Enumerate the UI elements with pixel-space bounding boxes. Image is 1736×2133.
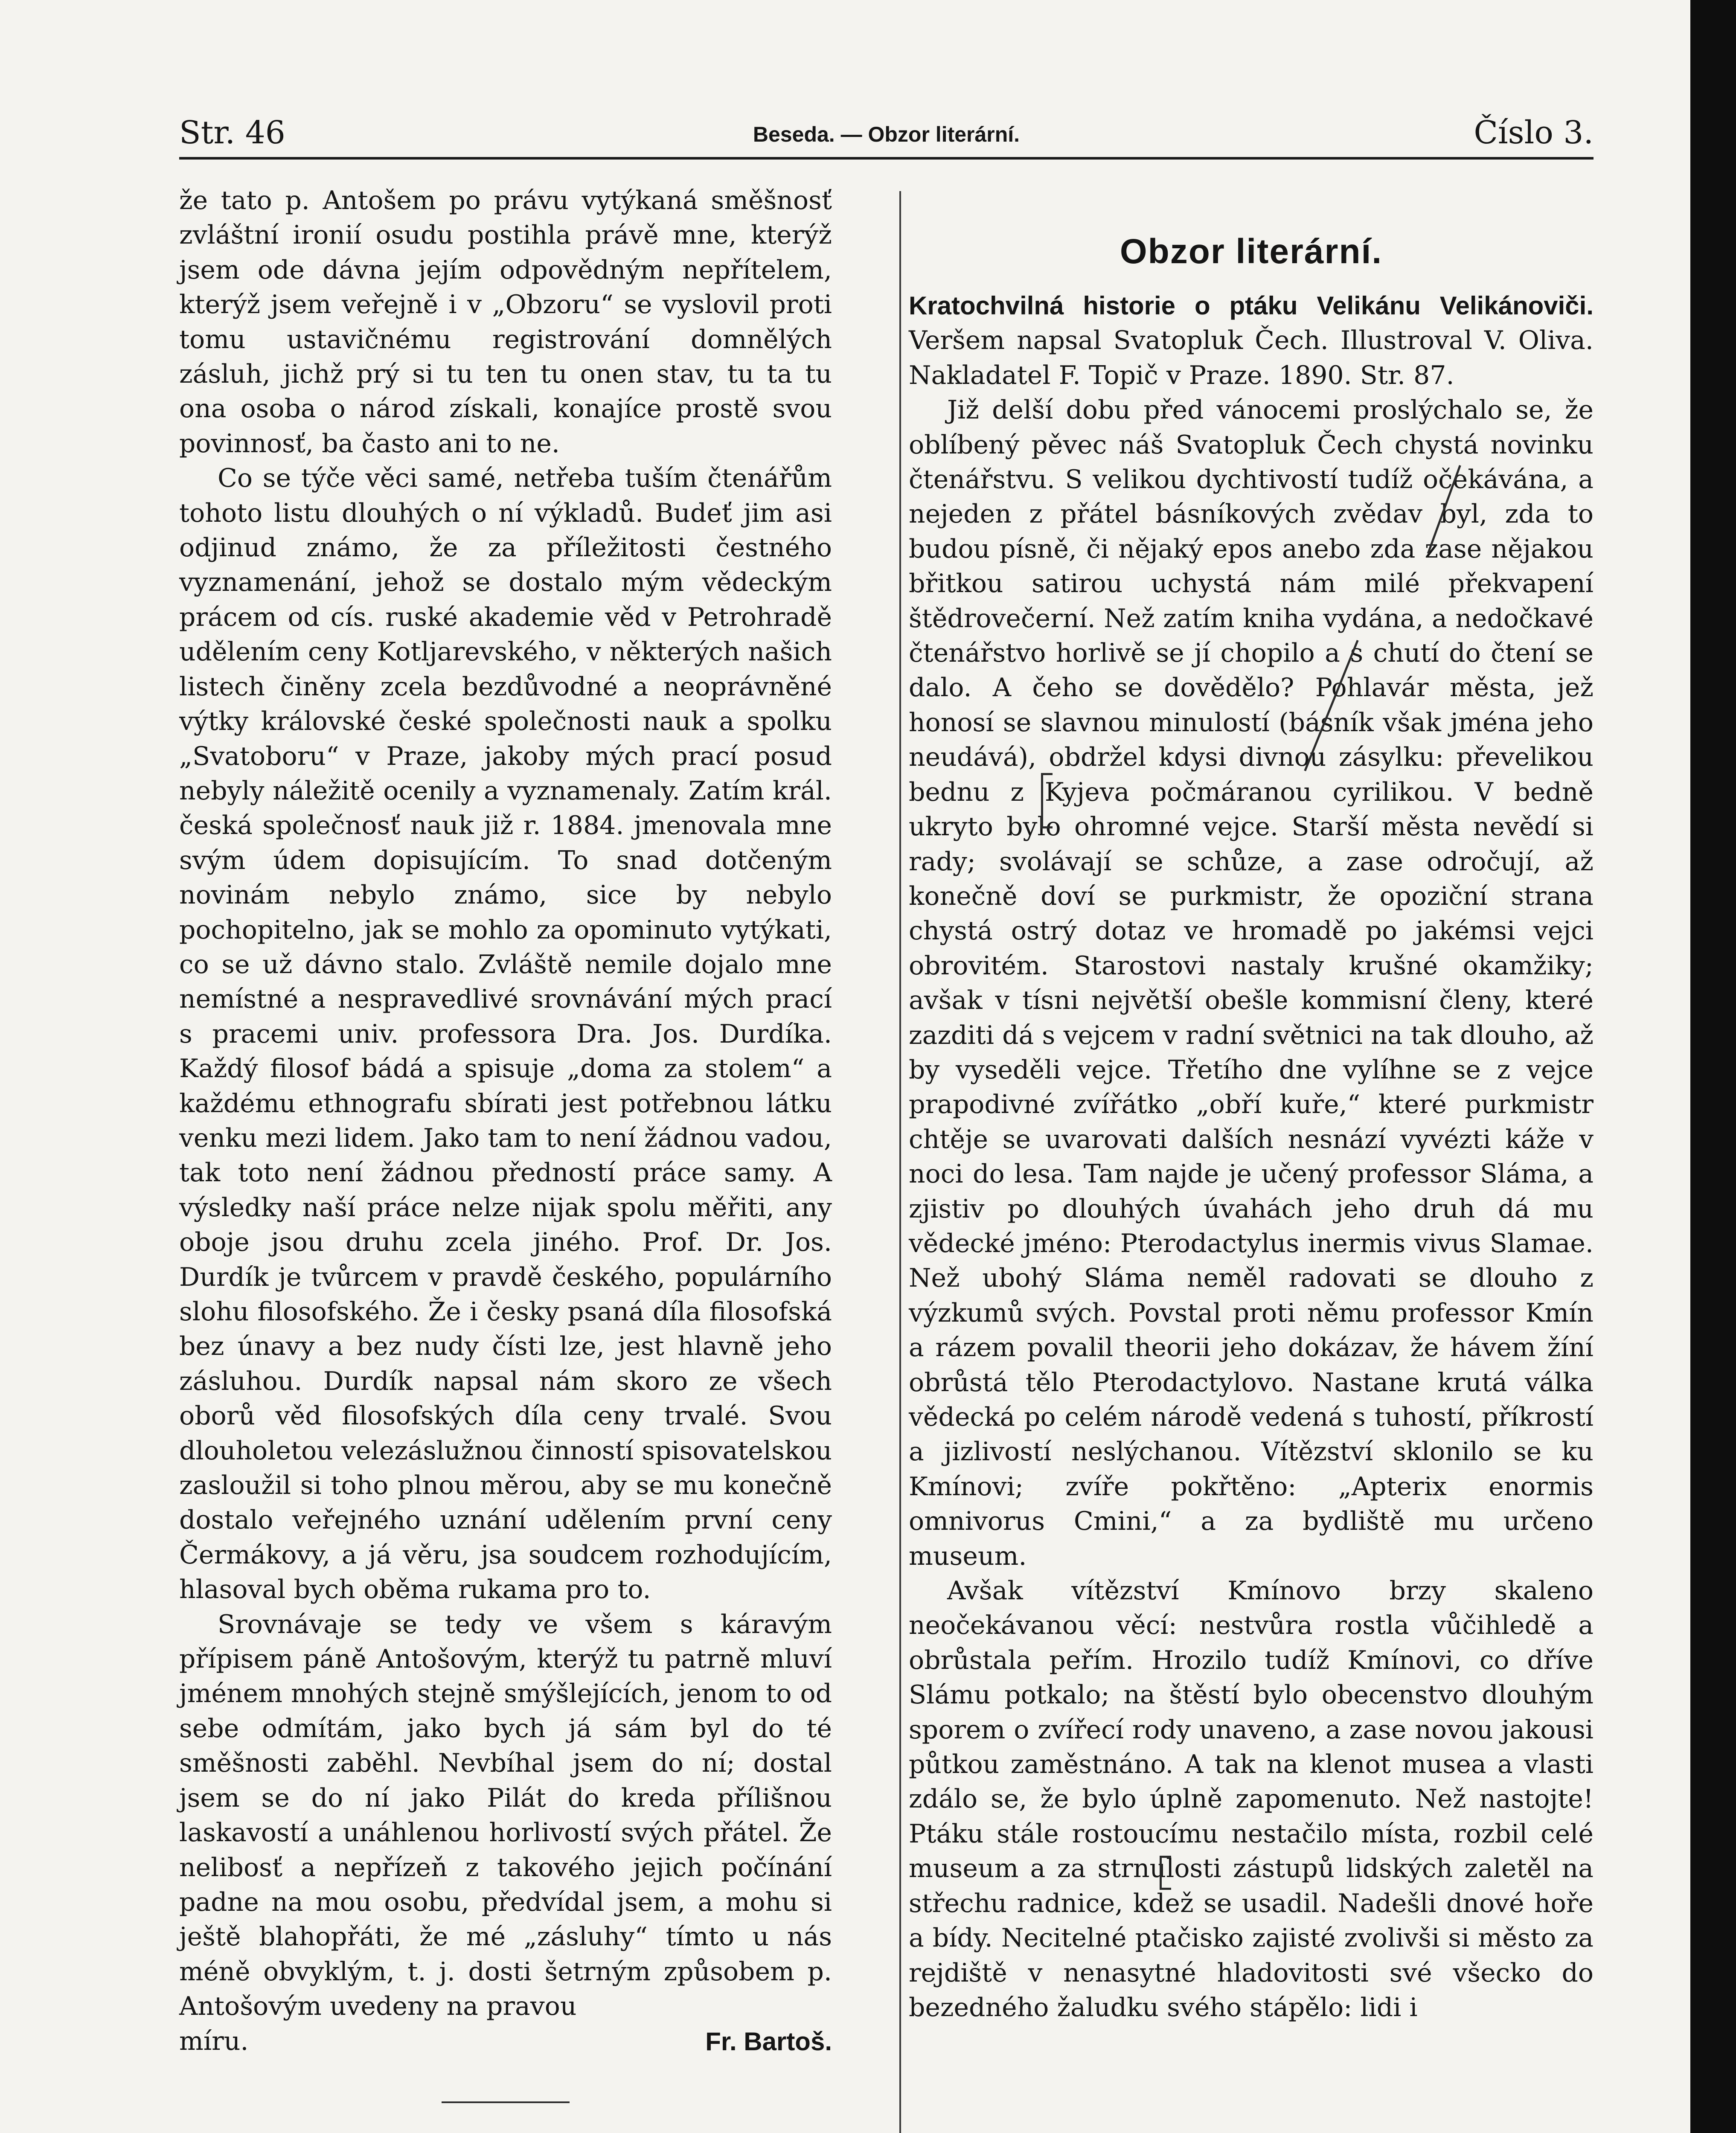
right-column xyxy=(909,183,1594,2025)
journal-section-title: Beseda. — Obzor literární. xyxy=(753,122,1020,146)
running-head xyxy=(179,110,1594,160)
review-title: Kratochvilná historie o ptáku Velikánu Velikánoviči. xyxy=(909,291,1594,320)
paragraph-3: Srovnávaje se tedy ve všem s káravým přípisem páně Antošovým, kterýž tu patrně mluví jménem mnohých stejně smýšlejících, jenom to od sebe odmítám, jako bych já sám byl do té směšnosti zaběhl. Nevbíhal jsem do ní; dostal jsem se do ní jako Pilát do kreda přílišnou laskavostí a unáhlenou horlivostí svých přátel. Že nelibosť a nepřízeň z takového jejich počínání padne na mou osobu, předvídal jsem, a mohu si ještě blahopřáti, že mé „zásluhy“ tímto u nás méně obvyklým, t. j. dosti šetrným způsobem p. Antošovým uvedeny na pravou xyxy=(179,1609,832,2022)
review-paragraph-2: Avšak vítězství Kmínovo brzy skaleno neočekávanou věcí: nestvůra rostla vůčihledě a obrůstala peřím. Hrozilo tudíž Kmínovi, co dříve Slámu potkalo; na štěstí bylo obecenstvo dlouhým sporem o zvířecí rody unaveno, a zase novou jakousi půtkou zaměstnáno. A tak na klenot musea a vlasti zdálo se, že bylo úplně zapomenuto. Než nastojte! Ptáku stále rostoucímu nestačilo místa, rozbil celé museum a za strnulosti zástupů lidských zaletěl na střechu radnice, kdež se usadil. Nadešli dnové hoře a bídy. Necitelné ptačisko zajisté zvolivši si město za rejdiště v nenasytné hladovitosti své všecko do bezedného žaludku svého stápělo: lidi i xyxy=(909,1576,1594,2023)
left-column xyxy=(179,183,832,2103)
paragraph-2: Co se týče věci samé, netřeba tuším čtenářům tohoto listu dlouhých o ní výkladů. Budeť jim asi odjinud známo, že za příležitosti čestného vyznamenání, jehož se dostalo mým vědeckým prácem od cís. ruské akademie věd v Petrohradě udělením ceny Kotljarevského, v některých našich listech činěny zcela bezdůvodné a neoprávněné výtky královské české společnosti nauk a spolku „Svatoboru“ v Praze, jakoby mých prací posud nebyly náležitě ocenily a vyznamenaly. Zatím král. česká společnosť nauk již r. 1884. jmenovala mne svým údem dopisujícím. To snad dotčeným novinám nebylo známo, sice by nebylo pochopitelno, jak se mohlo za opominuto vytýkati, co se už dávno stalo. Zvláště nemile dojalo mne nemístné a nespravedlivé srovnávání mých prací s pracemi univ. professora Dra. Jos. Durdíka. Každý filosof bádá a spisuje „doma za stolem“ a každému ethnografu sbírati jest potřebnou látku venku mezi lidem. Jako tam to není žádnou vadou, tak toto není žádnou předností práce samy. A výsledky naší práce nelze nijak spolu měřiti, any oboje jsou druhu zcela jiného. Prof. Dr. Jos. Durdík je tvůrcem v pravdě českého, populárního slohu filosofského. Že i česky psaná díla filosofská bez únavy a bez nudy čísti lze, jest hlavně jeho zásluhou. Durdík napsal nám skoro ze všech oborů věd filosofských díla ceny trvalé. Svou dlouholetou velezáslužnou činností spisovatelskou zasloužil si toho plnou měrou, aby se mu konečně dostalo veřejného uznání udělením první ceny Čermákovy, a já věru, jsa soudcem rozhodujícím, hlasoval bych oběma rukama pro to. xyxy=(179,463,832,1605)
author-signature: Fr. Bartoš. xyxy=(705,2027,832,2056)
page-number: Str. 46 xyxy=(179,114,285,151)
review-bibliographic-info: Veršem napsal Svatopluk Čech. Illustroval V. Oliva. Nakladatel F. Topič v Praze. 1890. Str. 87. xyxy=(909,325,1594,390)
review-paragraph-1: Již delší dobu před vánocemi proslýchalo se, že oblíbený pěvec náš Svatopluk Čech chystá novinku čtenářstvu. S velikou dychtivostí tudíž očekávána, a nejeden z přátel básníkových zvědav byl, zda to budou písně, či nějaký epos anebo zda zase nějakou břitkou satirou uchystá nám milé překvapení štědrovečerní. Než zatím kniha vydána, a nedočkavé čtenářstvo horlivě se jí chopilo a s chutí do čtení se dalo. A čeho se dovědělo? Pohlavár města, jež honosí se slavnou minulostí (básník však jména jeho neudává), obdržel kdysi divnou zásylku: převelikou bednu z Kyjeva počmáranou cyrilikou. V bedně ukryto bylo ohromné vejce. Starší města nevědí si rady; svolávají se schůze, a zase odročují, až konečně doví se purkmistr, že opoziční strana chystá ostrý dotaz ve hromadě po jakémsi vejci obrovitém. Starostovi nastaly krušné okamžiky; avšak v tísni největší obešle kommisní členy, které zazditi dá s vejcem v radní světnici na tak dlouho, až by vyseděli vejce. Třetího dne vylíhne se z vejce prapodivné zvířátko „obří kuře,“ které purkmistr chtěje se uvarovati dalších nesnází vyvézti káže v noci do lesa. Tam najde je učený professor Sláma, a zjistiv po dlouhých úvahách jeho druh dá mu vědecké jméno: Pterodactylus inermis vivus Slamae. Než ubohý Sláma neměl radovati se dlouho z výzkumů svých. Povstal proti němu professor Kmín a rázem povalil theorii jeho dokázav, že hávem žíní obrůstá tělo Pterodactylovo. Nastane krutá válka vědecká po celém národě vedená s tuhostí, příkrostí a jizlivostí neslýchanou. Vítězství sklonilo se ku Kmínovi; zvíře pokřtěno: „Apterix enormis omnivorus Cmini,“ a za bydliště mu určeno museum. xyxy=(909,395,1594,1571)
section-heading: Obzor literární. xyxy=(1120,232,1383,271)
article-end-rule xyxy=(442,2101,570,2103)
issue-number: Číslo 3. xyxy=(1474,114,1594,151)
pencil-bracket-mark-2 xyxy=(1160,1856,1171,1890)
review-heading xyxy=(909,288,1594,393)
closing-word: míru. xyxy=(179,2026,249,2056)
pencil-bracket-mark xyxy=(1041,773,1053,828)
closing-signature-line xyxy=(179,2024,832,2059)
scan-border xyxy=(1690,0,1736,2133)
paragraph-1: že tato p. Antošem po právu vytýkaná směšnosť zvláštní ironií osudu postihla právě mne, kterýž jsem ode dávna jejím odpovědným nepřítelem, kterýž jsem veřejně i v „Obzoru“ se vyslovil proti tomu ustavičnému registrování domnělých zásluh, jichž prý si tu ten tu onen stav, tu ta tu ona osoba o národ získali, konajíce prostě svou povinnosť, ba často ani to ne. xyxy=(179,186,832,459)
column-divider xyxy=(899,191,901,2133)
